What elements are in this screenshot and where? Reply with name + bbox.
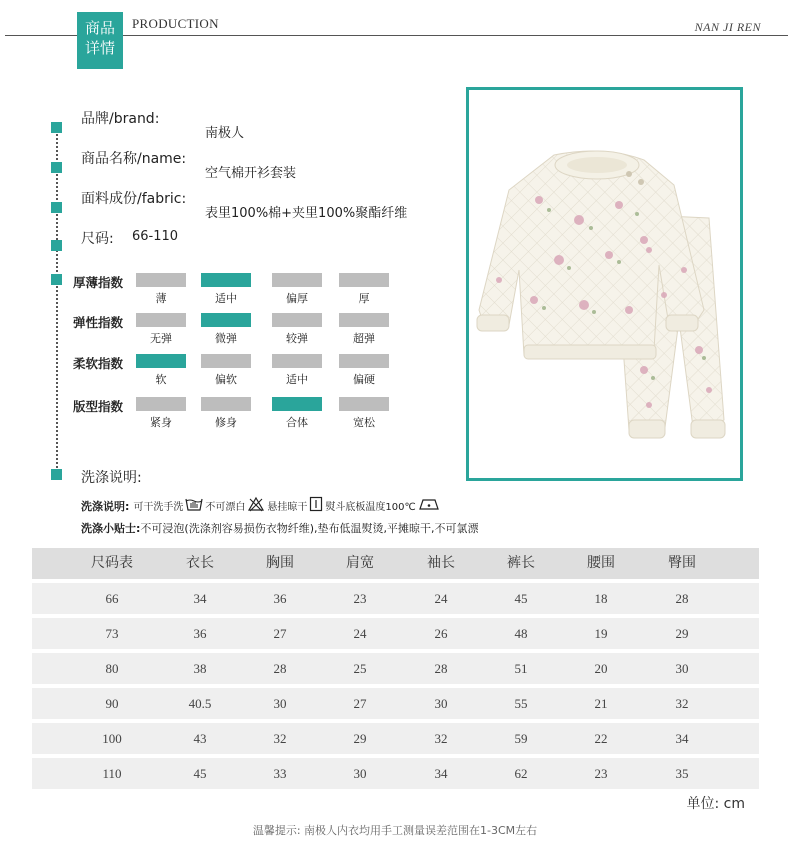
table-row bbox=[32, 618, 759, 649]
table-header-cell: 袖长 bbox=[427, 555, 455, 571]
size-table bbox=[32, 548, 759, 793]
index-option-label: 超弹 bbox=[353, 332, 375, 345]
index-option-label: 合体 bbox=[286, 416, 308, 429]
table-cell: 28 bbox=[675, 591, 689, 606]
table-cell: 32 bbox=[434, 731, 448, 746]
table-header-cell: 腰围 bbox=[587, 555, 615, 571]
table-header-row bbox=[32, 548, 759, 579]
wash-line-label: 洗涤说明: bbox=[81, 499, 130, 513]
table-cell: 28 bbox=[273, 661, 287, 676]
table-cell: 66 bbox=[105, 591, 119, 606]
table-cell: 20 bbox=[594, 661, 608, 676]
no-bleach-icon bbox=[247, 496, 265, 515]
index-bar bbox=[272, 273, 322, 287]
table-cell: 80 bbox=[105, 661, 119, 676]
table-cell: 35 bbox=[675, 766, 689, 781]
index-option-label: 偏厚 bbox=[286, 292, 308, 305]
size-label: 尺码: bbox=[81, 231, 114, 247]
dotted-divider bbox=[56, 130, 58, 480]
table-cell: 55 bbox=[514, 696, 528, 711]
tip-text: 不可浸泡(洗涤剂容易损伤衣物纤维),垫布低温熨烫,平摊晾干,不可氯漂 bbox=[140, 522, 479, 535]
table-cell: 51 bbox=[514, 661, 528, 676]
table-cell: 43 bbox=[193, 731, 207, 746]
bullet-square bbox=[51, 202, 62, 213]
table-row bbox=[32, 583, 759, 614]
table-cell: 110 bbox=[102, 766, 122, 781]
index-option-label: 无弹 bbox=[150, 332, 172, 345]
table-cell: 21 bbox=[594, 696, 608, 711]
table-cell: 33 bbox=[273, 766, 287, 781]
index-bar bbox=[272, 354, 322, 368]
wash-item-iron: 熨斗底板温度100℃ bbox=[325, 502, 416, 513]
bullet-square bbox=[51, 274, 62, 285]
table-cell: 73 bbox=[105, 626, 119, 641]
table-cell: 27 bbox=[273, 626, 287, 641]
name-value: 空气棉开衫套装 bbox=[205, 166, 297, 181]
index-bar bbox=[136, 313, 186, 327]
hang-dry-icon bbox=[309, 496, 323, 515]
table-cell: 48 bbox=[514, 626, 528, 641]
table-cell: 62 bbox=[514, 766, 528, 781]
bullet-square bbox=[51, 162, 62, 173]
index-option-label: 偏软 bbox=[215, 373, 237, 386]
table-cell: 27 bbox=[353, 696, 367, 711]
table-cell: 26 bbox=[434, 626, 448, 641]
wash-item-hangdry: 悬挂晾干 bbox=[267, 502, 308, 513]
table-header-cell: 尺码表 bbox=[91, 555, 133, 571]
index-bar-selected bbox=[136, 354, 186, 368]
table-cell: 22 bbox=[594, 731, 608, 746]
table-cell: 36 bbox=[193, 626, 207, 641]
index-option-label: 较弹 bbox=[286, 332, 308, 345]
fabric-value: 表里100%棉+夹里100%聚酯纤维 bbox=[205, 206, 408, 221]
index-option-label: 适中 bbox=[215, 292, 237, 305]
index-label: 弹性指数 bbox=[73, 315, 124, 330]
table-header-cell: 肩宽 bbox=[346, 555, 374, 571]
index-option-label: 软 bbox=[155, 373, 167, 386]
handwash-icon bbox=[185, 496, 203, 515]
index-bar-selected bbox=[201, 273, 251, 287]
product-photo bbox=[466, 87, 743, 481]
badge-line2: 详情 bbox=[84, 39, 115, 57]
index-label: 柔软指数 bbox=[73, 356, 124, 371]
table-row bbox=[32, 723, 759, 754]
index-option-label: 薄 bbox=[155, 292, 167, 305]
table-cell: 100 bbox=[102, 731, 122, 746]
table-cell: 32 bbox=[273, 731, 287, 746]
index-option-label: 修身 bbox=[215, 416, 237, 429]
bullet-square bbox=[51, 240, 62, 251]
index-bar bbox=[339, 397, 389, 411]
wash-instructions bbox=[81, 496, 442, 515]
iron-icon bbox=[418, 497, 440, 514]
table-cell: 32 bbox=[675, 696, 689, 711]
index-bar-selected bbox=[272, 397, 322, 411]
table-row bbox=[32, 758, 759, 789]
index-option-label: 微弹 bbox=[215, 332, 237, 345]
fabric-label: 面料成份/fabric: bbox=[81, 191, 187, 207]
tip-label: 洗涤小贴士: bbox=[81, 522, 141, 535]
table-cell: 36 bbox=[273, 591, 287, 606]
index-label: 厚薄指数 bbox=[73, 275, 124, 290]
wash-tips bbox=[81, 520, 478, 536]
index-bar bbox=[201, 354, 251, 368]
table-cell: 34 bbox=[675, 731, 689, 746]
table-cell: 18 bbox=[594, 591, 608, 606]
table-cell: 29 bbox=[675, 626, 689, 641]
badge-line1: 商品 bbox=[84, 19, 115, 37]
name-label: 商品名称/name: bbox=[81, 151, 187, 167]
index-option-label: 紧身 bbox=[150, 416, 172, 429]
index-option-label: 偏硬 bbox=[353, 373, 375, 386]
index-option-label: 宽松 bbox=[353, 416, 375, 429]
table-header-cell: 衣长 bbox=[186, 555, 214, 571]
production-label: PRODUCTION bbox=[132, 16, 219, 31]
wash-item-nobleach: 不可漂白 bbox=[205, 502, 246, 513]
measurement-note: 温馨提示: 南极人内衣均用手工测量误差范围在1-3CM左右 bbox=[252, 824, 538, 837]
index-bar bbox=[201, 397, 251, 411]
wash-item-handwash: 可干洗手洗 bbox=[133, 502, 184, 513]
table-cell: 29 bbox=[353, 731, 367, 746]
table-cell: 30 bbox=[353, 766, 367, 781]
index-label: 版型指数 bbox=[73, 399, 124, 414]
table-row bbox=[32, 688, 759, 719]
brand-value: 南极人 bbox=[205, 126, 245, 141]
table-cell: 34 bbox=[193, 591, 207, 606]
table-cell: 34 bbox=[434, 766, 448, 781]
table-cell: 25 bbox=[353, 661, 367, 676]
size-value: 66-110 bbox=[132, 229, 179, 244]
brand-english: NAN JI REN bbox=[694, 20, 761, 34]
bullet-square bbox=[51, 122, 62, 133]
index-bar bbox=[136, 397, 186, 411]
index-bar bbox=[339, 273, 389, 287]
table-header-cell: 胸围 bbox=[266, 555, 294, 571]
wash-title: 洗涤说明: bbox=[81, 470, 142, 486]
table-cell: 45 bbox=[514, 591, 528, 606]
table-header-cell: 臀围 bbox=[668, 555, 696, 571]
index-option-label: 适中 bbox=[286, 373, 308, 386]
table-cell: 24 bbox=[434, 591, 448, 606]
table-cell: 28 bbox=[434, 661, 448, 676]
index-bar bbox=[272, 313, 322, 327]
pajama-set-illustration bbox=[469, 90, 740, 478]
details-badge bbox=[77, 12, 123, 69]
index-option-label: 厚 bbox=[358, 292, 370, 305]
table-cell: 59 bbox=[514, 731, 528, 746]
table-cell: 23 bbox=[353, 591, 367, 606]
table-row bbox=[32, 653, 759, 684]
table-cell: 24 bbox=[353, 626, 367, 641]
index-bar bbox=[136, 273, 186, 287]
table-header-cell: 裤长 bbox=[507, 555, 535, 571]
index-bar-selected bbox=[201, 313, 251, 327]
table-cell: 19 bbox=[594, 626, 608, 641]
table-cell: 30 bbox=[675, 661, 689, 676]
table-cell: 40.5 bbox=[188, 696, 212, 711]
index-bar bbox=[339, 354, 389, 368]
table-cell: 30 bbox=[434, 696, 448, 711]
unit-label: 单位: cm bbox=[686, 796, 745, 812]
table-cell: 45 bbox=[193, 766, 207, 781]
brand-label: 品牌/brand: bbox=[81, 111, 160, 127]
index-bar bbox=[339, 313, 389, 327]
bullet-square bbox=[51, 469, 62, 480]
table-cell: 23 bbox=[594, 766, 608, 781]
table-cell: 38 bbox=[193, 661, 207, 676]
table-cell: 30 bbox=[273, 696, 287, 711]
table-cell: 90 bbox=[105, 696, 119, 711]
